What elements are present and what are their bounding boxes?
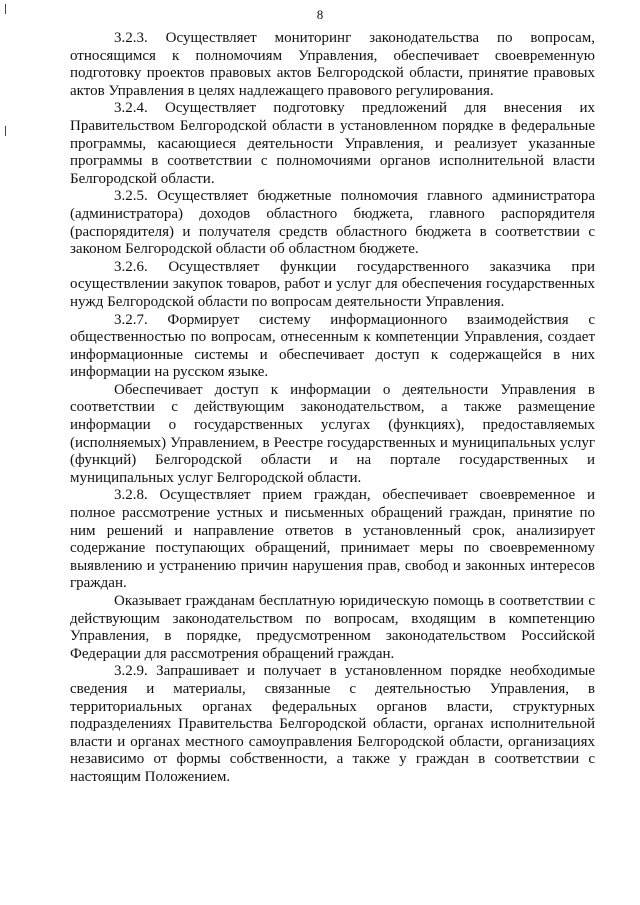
paragraph-3-2-6: 3.2.6. Осуществляет функции государственного заказчика при осуществлении закупок товаров, работ и услуг для обеспечения государственных нужд Белгородской области по вопросам деятельности Управления. bbox=[70, 258, 595, 310]
page-number: 8 bbox=[316, 7, 324, 22]
paragraph-3-2-5: 3.2.5. Осуществляет бюджетные полномочия главного администратора (администратора) доходов областного бюджета, главного распорядителя (распорядителя) и получателя средств областного бюджета в соответствии с законом Белгородской области об областном бюджете. bbox=[70, 188, 595, 258]
document-body bbox=[70, 30, 595, 787]
paragraph-3-2-7-continued: Обеспечивает доступ к информации о деятельности Управления в соответствии с действующим законодательством, а также размещение информации о государственных услугах (функциях), предоставляемых (исполняемых) Управлением, в Реестре государственных и муниципальных услуг (функций) Белгородской области и на портале государственных и муниципальных услуг Белгородской области. bbox=[70, 381, 595, 486]
paragraph-3-2-7: 3.2.7. Формирует систему информационного взаимодействия с общественностью по вопросам, отнесенным к компетенции Управления, создает информационные системы и обеспечивает доступ к содержащейся в них информации на русском языке. bbox=[70, 311, 595, 381]
scan-margin-mark-middle bbox=[5, 126, 6, 136]
paragraph-3-2-8-continued: Оказывает гражданам бесплатную юридическую помощь в соответствии с действующим законодательством по вопросам, входящим в компетенцию Управления, в порядке, предусмотренном законодательством Российской Федерации для рассмотрения обращений граждан. bbox=[70, 593, 595, 662]
paragraph-3-2-8: 3.2.8. Осуществляет прием граждан, обеспечивает своевременное и полное рассмотрение устных и письменных обращений граждан, принятие по ним решений и направление ответов в установленный срок, анализирует содержание поступающих обращений, принимает меры по своевременному выявлению и устранению причин нарушения прав, свобод и законных интересов граждан. bbox=[70, 487, 595, 592]
paragraph-3-2-4: 3.2.4. Осуществляет подготовку предложений для внесения их Правительством Белгородской области в установленном порядке в федеральные программы, касающиеся деятельности Управления, и реализует указанные программы в соответствии с полномочиями органов исполнительной власти Белгородской области. bbox=[70, 100, 595, 187]
paragraph-3-2-3: 3.2.3. Осуществляет мониторинг законодательства по вопросам, относящимся к полномочиям Управления, обеспечивает своевременную подготовку проектов правовых актов Белгородской области, принятие правовых актов Управления в целях надлежащего правового регулирования. bbox=[70, 30, 595, 99]
paragraph-3-2-9: 3.2.9. Запрашивает и получает в установленном порядке необходимые сведения и материалы, связанные с деятельностью Управления, в территориальных органах федеральных органов власти, структурных подразделениях Правительства Белгородской области, органах исполнительной власти и органах местного самоуправления Белгородской области, организациях независимо от формы собственности, а также у граждан в соответствии с настоящим Положением. bbox=[70, 663, 595, 785]
